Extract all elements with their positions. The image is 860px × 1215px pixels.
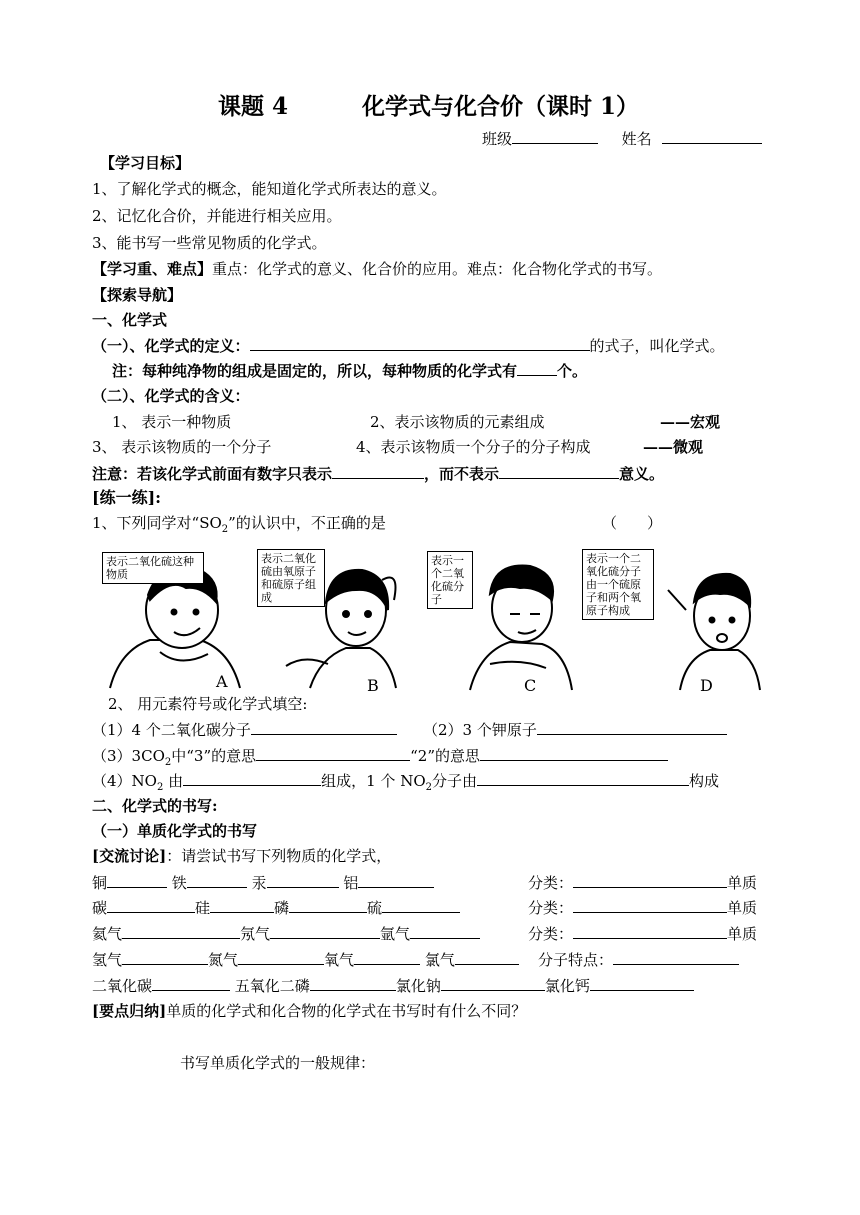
substance-label: 氩气 — [380, 925, 411, 943]
lesson-name: 化学式与化合价（课时 1） — [362, 93, 640, 120]
feature-line — [538, 949, 739, 970]
section1-heading: 一、化学式 — [92, 311, 168, 329]
formula-row-2 — [92, 897, 460, 918]
formula-blank[interactable] — [122, 923, 240, 939]
caption-d: D — [700, 676, 713, 695]
substance-label: 氯化钠 — [395, 977, 441, 995]
feature-label: 分子特点： — [538, 951, 614, 969]
note2-text: 注意：若该化学式前面有数字只表示 — [92, 465, 333, 483]
definition-tail: 的式子，叫化学式。 — [589, 337, 725, 355]
student-c-figure — [470, 566, 572, 690]
meaning-3: 3、 表示该物质的一个分子 — [92, 438, 272, 456]
q2-2-text: （2）3 个钾原子 — [423, 721, 537, 739]
goal-item: 3、能书写一些常见物质的化学式。 — [92, 234, 327, 252]
formula-row-5 — [92, 975, 694, 996]
goal-item: 2、记忆化合价，并能进行相关应用。 — [92, 207, 342, 225]
q2-3-blank-c[interactable] — [480, 745, 668, 761]
q2-item-1 — [92, 719, 397, 740]
substance-label: 氧气 — [324, 951, 355, 969]
question-1 — [92, 513, 386, 540]
feature-blank[interactable] — [613, 949, 739, 965]
q2-3-text-c: “2”的意思 — [410, 747, 481, 765]
class-blank[interactable] — [512, 128, 598, 144]
q2-item-4 — [92, 770, 719, 798]
substance-label: 铜 — [92, 874, 108, 892]
note2-blank-2[interactable] — [499, 463, 619, 479]
substance-label: 铝 — [343, 874, 359, 892]
classify-blank[interactable] — [573, 897, 727, 913]
q2-item-2 — [423, 719, 727, 740]
key-points-text: 重点：化学式的意义、化合价的应用。难点：化合物化学式的书写。 — [212, 260, 663, 278]
page-title — [218, 92, 639, 122]
q2-3-blank-b[interactable] — [352, 745, 410, 761]
speech-bubble-a: 表示二氧化硫这种物质 — [102, 552, 204, 584]
formula-blank[interactable] — [107, 872, 167, 888]
rule-line: 书写单质化学式的一般规律： — [180, 1054, 376, 1072]
formula-blank[interactable] — [354, 949, 420, 965]
q2-2-blank[interactable] — [537, 719, 727, 735]
formula-blank[interactable] — [358, 872, 434, 888]
formula-blank[interactable] — [270, 923, 380, 939]
name-blank[interactable] — [662, 128, 762, 144]
speech-bubble-c: 表示一个二氧化硫分子 — [427, 551, 473, 609]
substance-label: 碳 — [92, 899, 108, 917]
section2-sub1: （一）单质化学式的书写 — [92, 822, 258, 840]
q1-text-b: ”的认识中，不正确的是 — [228, 514, 386, 532]
q2-4-text-d: 分子由 — [432, 772, 478, 790]
substance-label: 氢气 — [92, 951, 123, 969]
note2-blank-1[interactable] — [332, 463, 424, 479]
simple-substance-label: 单质 — [727, 925, 758, 943]
substance-label: 氦气 — [92, 925, 123, 943]
classify-label: 分类： — [528, 874, 574, 892]
definition-line — [92, 335, 725, 356]
meaning-2: 2、表示该物质的元素组成 — [370, 413, 545, 431]
formula-blank[interactable] — [289, 897, 367, 913]
note2-line — [92, 463, 664, 484]
substance-label: 氯化钙 — [544, 977, 590, 995]
macro-label: ——宏观 — [660, 413, 721, 431]
note-text: 注：每种纯净物的组成是固定的，所以，每种物质的化学式有 — [112, 362, 518, 380]
q2-item-3 — [92, 745, 668, 773]
q2-4-text-e: 构成 — [689, 772, 720, 790]
student-info-line — [482, 128, 762, 149]
discuss-label: [交流讨论] — [92, 847, 167, 865]
definition-label: （一）、化学式的定义： — [92, 337, 250, 355]
formula-blank[interactable] — [441, 975, 545, 991]
formula-row-4 — [92, 949, 519, 970]
formula-row-3 — [92, 923, 480, 944]
caption-b: B — [367, 676, 379, 695]
q2-4-sub: 2 — [156, 782, 164, 793]
discuss-text: ：请尝试书写下列物质的化学式， — [166, 847, 392, 865]
substance-label: 五氧化二磷 — [234, 977, 310, 995]
summary-text: 单质的化学式和化合物的化学式在书写时有什么不同？ — [166, 1002, 527, 1020]
formula-blank[interactable] — [310, 975, 396, 991]
student-a-figure — [110, 568, 240, 688]
formula-blank[interactable] — [238, 949, 324, 965]
classify-label: 分类： — [528, 899, 574, 917]
section2-heading: 二、化学式的书写: — [92, 797, 218, 815]
formula-blank[interactable] — [122, 949, 208, 965]
substance-label: 磷 — [274, 899, 290, 917]
question-2: 2、 用元素符号或化学式填空: — [108, 695, 308, 713]
substance-label: 硅 — [195, 899, 211, 917]
q2-4-text-c: 组成，1 个 NO — [321, 772, 426, 790]
student-d-figure — [668, 574, 760, 690]
note-line — [112, 360, 587, 381]
formula-blank[interactable] — [410, 923, 480, 939]
q2-4-sub-b: 2 — [425, 782, 433, 793]
substance-label: 二氧化碳 — [92, 977, 153, 995]
speech-bubble-b: 表示二氧化硫由氧原子和硫原子组成 — [257, 549, 325, 607]
formula-blank[interactable] — [210, 897, 274, 913]
simple-substance-label: 单质 — [727, 899, 758, 917]
substance-label: 氯气 — [424, 951, 455, 969]
class-label: 班级 — [482, 130, 513, 148]
classify-row-3 — [528, 923, 757, 944]
q2-3-text-b: 中“3”的意思 — [171, 747, 257, 765]
substance-label: 铁 — [171, 874, 187, 892]
goals-heading: 【学习目标】 — [100, 154, 191, 172]
meaning-1: 1、 表示一种物质 — [112, 413, 232, 431]
formula-blank[interactable] — [382, 897, 460, 913]
discuss-line — [92, 846, 391, 866]
note2-mid: ，而不表示 — [424, 465, 500, 483]
q2-3-text: （3）3CO — [92, 747, 165, 765]
formula-blank[interactable] — [107, 897, 195, 913]
formula-blank[interactable] — [187, 872, 247, 888]
practice-heading: [练一练]: — [92, 488, 162, 507]
formula-blank[interactable] — [455, 949, 519, 965]
summary-label: [要点归纳] — [92, 1002, 167, 1020]
q2-3-sub: 2 — [164, 757, 172, 768]
substance-label: 硫 — [367, 899, 383, 917]
simple-substance-label: 单质 — [727, 874, 758, 892]
meaning-4: 4、表示该物质一个分子的分子构成 — [356, 438, 591, 456]
classify-blank[interactable] — [573, 923, 727, 939]
classify-row-1 — [528, 872, 757, 893]
q1-text: 1、下列同学对“SO — [92, 514, 222, 532]
classify-blank[interactable] — [573, 872, 727, 888]
meaning-heading: （二）、化学式的含义： — [92, 387, 250, 405]
substance-label: 氖气 — [240, 925, 271, 943]
q2-1-text: （1）4 个二氧化碳分子 — [92, 721, 251, 739]
note2-tail: 意义。 — [619, 465, 665, 483]
speech-bubble-d: 表示一个二氧化硫分子由一个硫原子和两个氧原子构成 — [582, 549, 654, 620]
formula-blank[interactable] — [267, 872, 339, 888]
substance-label: 汞 — [251, 874, 267, 892]
caption-c: C — [524, 676, 537, 695]
formula-blank[interactable] — [590, 975, 694, 991]
key-points-heading: 【学习重、难点】 — [92, 260, 213, 278]
answer-paren[interactable]: （ ） — [602, 514, 663, 532]
q2-3-blank-a[interactable] — [256, 745, 352, 761]
definition-blank[interactable] — [250, 335, 590, 351]
q2-4-blank-a[interactable] — [183, 770, 321, 786]
explore-heading: 【探索导航】 — [92, 286, 183, 304]
key-points — [92, 259, 662, 279]
caption-a: A — [216, 672, 228, 691]
q2-4-blank-b[interactable] — [477, 770, 689, 786]
summary-line — [92, 1001, 526, 1021]
q1-sub: 2 — [221, 524, 229, 535]
goal-item: 1、了解化学式的概念，能知道化学式所表达的意义。 — [92, 180, 447, 198]
micro-label: ——微观 — [643, 438, 704, 456]
note-blank[interactable] — [517, 360, 557, 376]
q2-4-text: （4）NO — [92, 772, 157, 790]
q2-4-text-b: 由 — [163, 772, 184, 790]
formula-row-1 — [92, 872, 434, 893]
formula-blank[interactable] — [152, 975, 230, 991]
q2-1-blank[interactable] — [251, 719, 397, 735]
lesson-number: 课题 4 — [218, 93, 289, 120]
note-tail: 个。 — [557, 362, 588, 380]
classify-label: 分类： — [528, 925, 574, 943]
name-label: 姓名 — [621, 130, 652, 148]
classify-row-2 — [528, 897, 757, 918]
substance-label: 氮气 — [208, 951, 239, 969]
